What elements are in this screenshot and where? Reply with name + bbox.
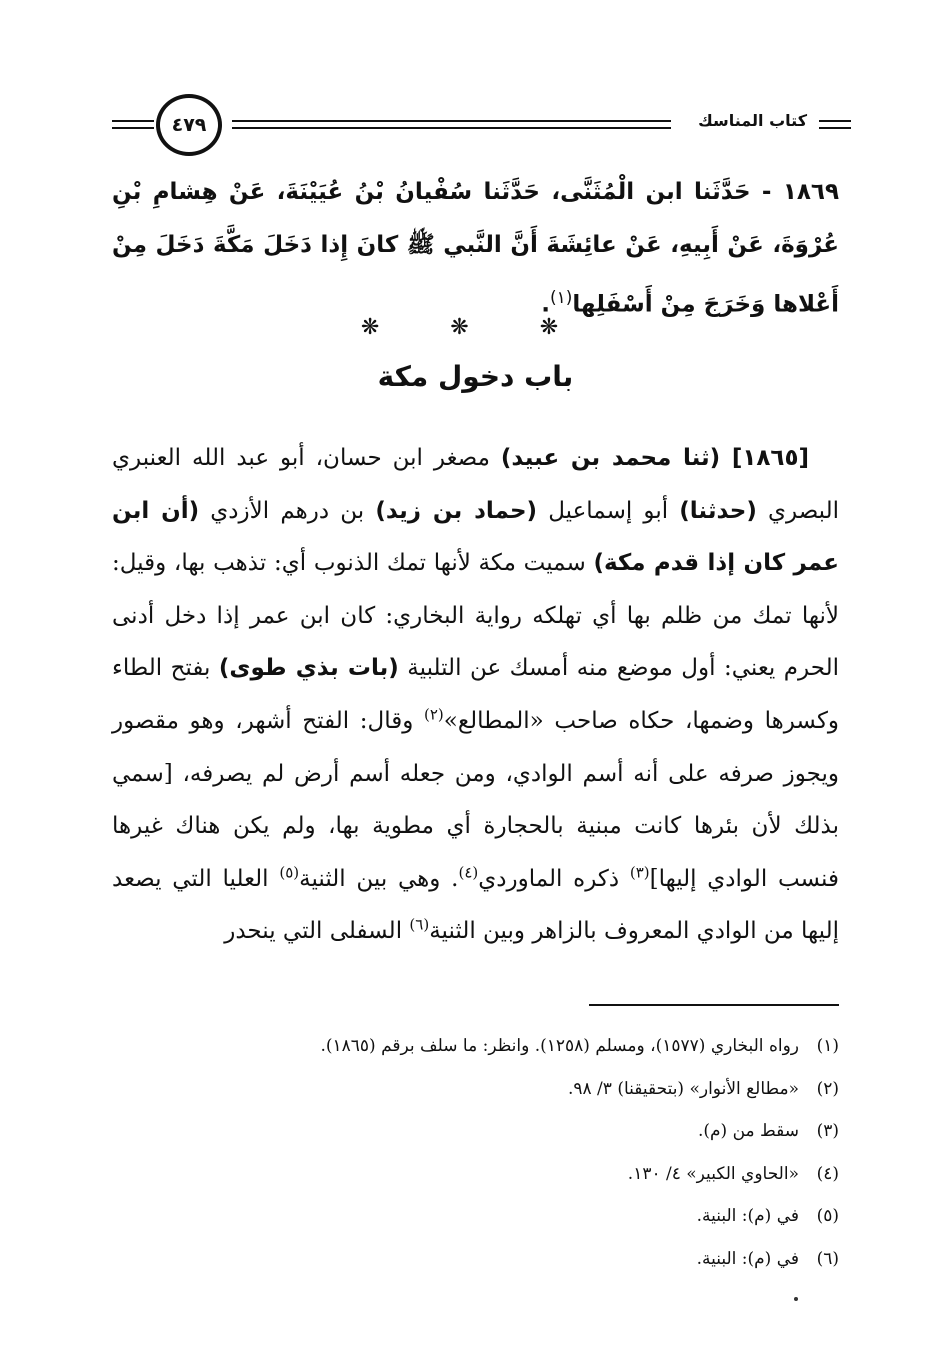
footnote: [112, 1068, 839, 1111]
book-title: كتاب المناسك: [692, 111, 813, 130]
hadith-body: ١٨٦٩ - حَدَّثَنا ابن الْمُثَنَّى، حَدَّثَنا سُفْيانُ بْنُ عُيَيْنَةَ، عَنْ هِشامِ بْنِ عُرْوَةَ، عَنْ أَبِيهِ، عَنْ عائِشَةَ أَنَّ النَّبي ﷺ كانَ إِذا دَخَلَ مَكَّةَ دَخَلَ مِنْ أَعْلاها وَخَرَجَ مِنْ أَسْفَلِها: [112, 179, 839, 318]
commentary-bold: (بات بذي طوى): [218, 655, 399, 682]
footnote-number: (٢): [816, 1078, 839, 1099]
chapter-title: باب دخول مكة: [377, 360, 574, 393]
footnote-ref: (٤): [458, 863, 479, 882]
commentary-span: سميت مكة لأنها تمك الذنوب أي: تذهب بها، وقيل: لأنها تمك من ظلم بها أي تهلكه رواية البخاري: كان ابن عمر إذا دخل أدنى الحرم يعني: أول موضع منه أمسك عن التلبية: [112, 550, 839, 682]
footnote-text: «الحاوي الكبير» ٤/ ١٣٠.: [627, 1163, 799, 1184]
commentary-span: ذكره الماوردي: [478, 865, 630, 892]
commentary-span: . وهي بين الثنية: [299, 865, 459, 892]
footnote-text: «مطالع الأنوار» (بتحقيقنا) ٣/ ٩٨.: [567, 1078, 799, 1099]
hadith-text: [112, 166, 839, 332]
commentary-span: مصغر ابن حسان، أبو عبد الله العنبري البصري: [112, 445, 839, 524]
section-separator: ❋ ❋ ❋: [360, 315, 591, 340]
commentary-bold: (أن ابن عمر كان إذا قدم مكة): [112, 497, 839, 577]
commentary-bold: (حماد بن زيد): [375, 497, 538, 524]
footnote-text: في (م): البنية.: [696, 1248, 799, 1269]
footnote: [112, 1110, 839, 1153]
hadith-end: .: [541, 291, 550, 318]
footnote-ref: (٥): [279, 863, 300, 882]
commentary-span: وقال: الفتح أشهر، وهو مقصور ويجوز صرفه على أنه أسم الوادي، ومن جعله أسم أرض لم يصرفه، [سمي بذلك لأن بئرها كانت مبنية بالحجارة أي مطوية بها، ولم يكن هناك غيرها فنسب الوادي إليها]: [112, 707, 839, 892]
page-header: [112, 94, 851, 156]
footnote-ref: (٣): [629, 863, 650, 882]
header-rule: [112, 127, 154, 129]
commentary-text: [112, 432, 839, 958]
commentary-span: بن درهم الأزدي: [199, 497, 376, 524]
header-rule: [232, 127, 671, 129]
print-speck: [794, 1297, 798, 1301]
footnote-number: (٣): [816, 1121, 839, 1141]
header-rule: [232, 120, 671, 122]
footnote-number: (١): [816, 1036, 839, 1056]
commentary-span: بفتح الطاء وكسرها وضمها، حكاه صاحب «المطالع»: [112, 655, 839, 734]
footnote-divider: [589, 1004, 839, 1006]
footnote-text: سقط من (م).: [697, 1121, 799, 1141]
header-rule: [819, 120, 851, 122]
footnote-ref: (٦): [409, 915, 430, 934]
commentary-span: أبو إسماعيل: [537, 497, 680, 524]
footnote-ref: (١): [549, 288, 573, 308]
header-rule: [819, 127, 851, 129]
footnote-text: في (م): البنية.: [696, 1206, 799, 1226]
header-rule: [112, 120, 154, 122]
commentary-span: العليا التي يصعد إليها من الوادي المعروف بالزاهر وبين الثنية: [112, 865, 839, 945]
footnote: [112, 1195, 839, 1238]
footnote: [112, 1238, 839, 1281]
footnote: [112, 1153, 839, 1196]
commentary-span: السفلى التي ينحدر: [224, 918, 410, 945]
footnote-number: (٤): [816, 1163, 839, 1184]
commentary-paragraph: [112, 432, 839, 958]
footnote: [112, 1025, 839, 1068]
commentary-bold: (حدثنا): [679, 497, 757, 524]
page-number: ٤٧٩: [156, 94, 222, 156]
footnote-number: (٦): [816, 1248, 839, 1269]
commentary-bold: [١٨٦٥] (ثنا محمد بن عبيد): [500, 445, 809, 471]
footnotes: [112, 1025, 839, 1280]
footnote-ref: (٢): [424, 705, 444, 724]
footnote-text: رواه البخاري (١٥٧٧)، ومسلم (١٢٥٨). وانظر: ما سلف برقم (١٨٦٥).: [320, 1036, 799, 1056]
footnote-number: (٥): [816, 1206, 839, 1226]
